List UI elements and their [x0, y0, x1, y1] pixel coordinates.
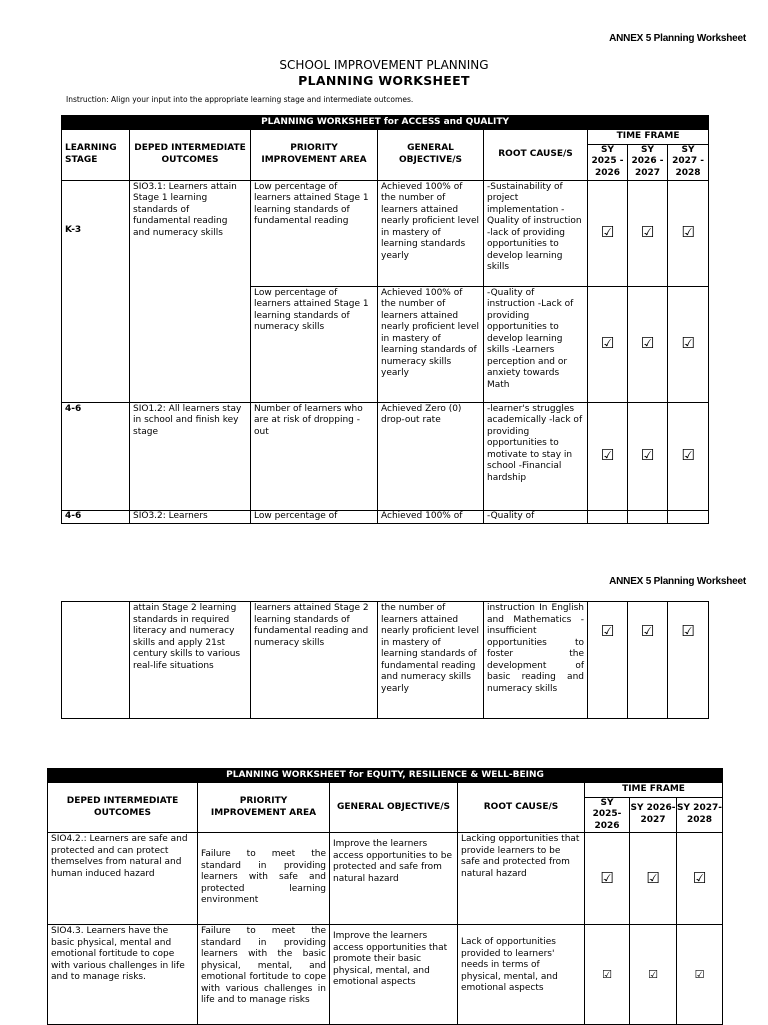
header-priority-area: PRIORITY IMPROVEMENT AREA [251, 130, 378, 181]
root-cause-cell: Lack of opportunities provided to learners' needs in terms of physical, mental, and emotional aspects [458, 925, 585, 1025]
outcome-cell: SIO4.3. Learners have the basic physical, mental and emotional fortitude to cope with various challenges in life and to manage risks. [48, 925, 198, 1025]
root-cause-cell: -Sustainability of project implementation -Quality of instruction -lack of providing opportunities to develop learning skills [484, 180, 588, 286]
root-cause-cell: Lacking opportunities that provide learners to be safe and protected from natural hazard [458, 833, 585, 925]
table-row [48, 925, 723, 1025]
checkbox[interactable]: ☑ [630, 925, 677, 1025]
checkbox[interactable]: ☑ [585, 833, 630, 925]
access-quality-table [61, 115, 709, 524]
table-banner: PLANNING WORKSHEET for ACCESS and QUALITY [62, 116, 709, 130]
header-priority-area: PRIORITY IMPROVEMENT AREA [198, 783, 330, 833]
checkbox[interactable]: ☑ [628, 286, 668, 402]
header-sy-2026: SY 2026- 2027 [630, 797, 677, 833]
header-intermediate-outcomes: DEPED INTERMEDIATE OUTCOMES [48, 783, 198, 833]
checkbox[interactable]: ☑ [628, 602, 668, 719]
outcome-cell: SIO1.2: All learners stay in school and finish key stage [130, 402, 251, 510]
checkbox[interactable]: ☑ [668, 602, 709, 719]
header-general-objective: GENERAL OBJECTIVE/S [378, 130, 484, 181]
continuation-table [61, 601, 709, 719]
outcome-cell: attain Stage 2 learning standards in required literacy and numeracy skills and apply 21st century skills to various real-life situations [130, 602, 251, 719]
objective-cell: the number of learners attained nearly proficient level in mastery of learning standards of fundamental reading and numeracy skills yearly [378, 602, 484, 719]
checkbox[interactable]: ☑ [668, 402, 709, 510]
objective-cell: Achieved 100% of the number of learners attained nearly proficient level in mastery of learning standards of numeracy skills yearly [378, 286, 484, 402]
root-cause-cell: instruction In English and Mathematics - insufficient opportunities to foster the development of basic reading and numeracy skills [484, 602, 588, 719]
root-cause-cell: -Quality of instruction -Lack of providing opportunities to develop learning skills -Learners perception and or anxiety towards Math [484, 286, 588, 402]
header-learning-stage: LEARNING STAGE [62, 130, 130, 181]
stage-cell: 4-6 [62, 510, 130, 523]
outcome-cell: SIO4.2.: Learners are safe and protected and can protect themselves from natural and human induced hazard [48, 833, 198, 925]
empty-cell [588, 510, 628, 523]
checkbox[interactable]: ☑ [588, 402, 628, 510]
table-row [62, 510, 709, 523]
checkbox[interactable]: ☑ [677, 925, 723, 1025]
priority-cell: Low percentage of [251, 510, 378, 523]
annex-label: ANNEX 5 Planning Worksheet [609, 33, 746, 44]
empty-cell [628, 510, 668, 523]
checkbox[interactable]: ☑ [668, 286, 709, 402]
root-cause-cell: -Quality of [484, 510, 588, 523]
outcome-cell: SIO3.1: Learners attain Stage 1 learning standards of fundamental reading and numeracy skills [130, 180, 251, 402]
table-row [62, 402, 709, 510]
table-banner: PLANNING WORKSHEET for EQUITY, RESILIENCE & WELL-BEING [48, 769, 723, 783]
equity-table [47, 768, 723, 1025]
table-row [62, 180, 709, 286]
instruction-text: Instruction: Align your input into the appropriate learning stage and intermediate outcomes. [66, 95, 414, 104]
header-general-objective: GENERAL OBJECTIVE/S [330, 783, 458, 833]
table-row [48, 833, 723, 925]
checkbox[interactable]: ☑ [628, 402, 668, 510]
checkbox[interactable]: ☑ [630, 833, 677, 925]
stage-cell [62, 602, 130, 719]
header-intermediate-outcomes: DEPED INTERMEDIATE OUTCOMES [130, 130, 251, 181]
header-sy-2025: SY 2025- 2026 [585, 797, 630, 833]
page-title: SCHOOL IMPROVEMENT PLANNING [279, 58, 489, 72]
table-row [62, 602, 709, 719]
header-sy-2025: SY 2025 - 2026 [588, 144, 628, 180]
header-sy-2027: SY 2027- 2028 [677, 797, 723, 833]
priority-cell: Failure to meet the standard in providing learners with safe and protected learning environment [198, 833, 330, 925]
header-time-frame: TIME FRAME [585, 783, 723, 798]
priority-cell: Low percentage of learners attained Stage 1 learning standards of numeracy skills [251, 286, 378, 402]
objective-cell: Achieved Zero (0) drop-out rate [378, 402, 484, 510]
header-sy-2026: SY 2026 - 2027 [628, 144, 668, 180]
checkbox[interactable]: ☑ [677, 833, 723, 925]
outcome-cell: SIO3.2: Learners [130, 510, 251, 523]
objective-cell: Improve the learners access opportunities to be protected and safe from natural hazard [330, 833, 458, 925]
page-subtitle: PLANNING WORKSHEET [298, 73, 470, 88]
objective-cell: Achieved 100% of the number of learners attained nearly proficient level in mastery of learning standards yearly [378, 180, 484, 286]
priority-cell: Number of learners who are at risk of dropping -out [251, 402, 378, 510]
objective-cell: Improve the learners access opportunities that promote their basic physical, mental, and emotional aspects [330, 925, 458, 1025]
checkbox[interactable]: ☑ [628, 180, 668, 286]
root-cause-cell: -learner's struggles academically -lack of providing opportunities to motivate to stay in school -Financial hardship [484, 402, 588, 510]
checkbox[interactable]: ☑ [585, 925, 630, 1025]
objective-cell: Achieved 100% of [378, 510, 484, 523]
checkbox[interactable]: ☑ [668, 180, 709, 286]
annex-label: ANNEX 5 Planning Worksheet [609, 576, 746, 587]
checkbox[interactable]: ☑ [588, 180, 628, 286]
stage-cell: K-3 [62, 180, 130, 402]
header-sy-2027: SY 2027 - 2028 [668, 144, 709, 180]
priority-cell: Failure to meet the standard in providing learners with the basic physical, mental, and emotional fortitude to cope with various challenges in life and to manage risks [198, 925, 330, 1025]
header-root-cause: ROOT CAUSE/S [458, 783, 585, 833]
header-root-cause: ROOT CAUSE/S [484, 130, 588, 181]
checkbox[interactable]: ☑ [588, 602, 628, 719]
checkbox[interactable]: ☑ [588, 286, 628, 402]
priority-cell: Low percentage of learners attained Stage 1 learning standards of fundamental reading [251, 180, 378, 286]
empty-cell [668, 510, 709, 523]
priority-cell: learners attained Stage 2 learning standards of fundamental reading and numeracy skills [251, 602, 378, 719]
stage-cell: 4-6 [62, 402, 130, 510]
header-time-frame: TIME FRAME [588, 130, 709, 145]
